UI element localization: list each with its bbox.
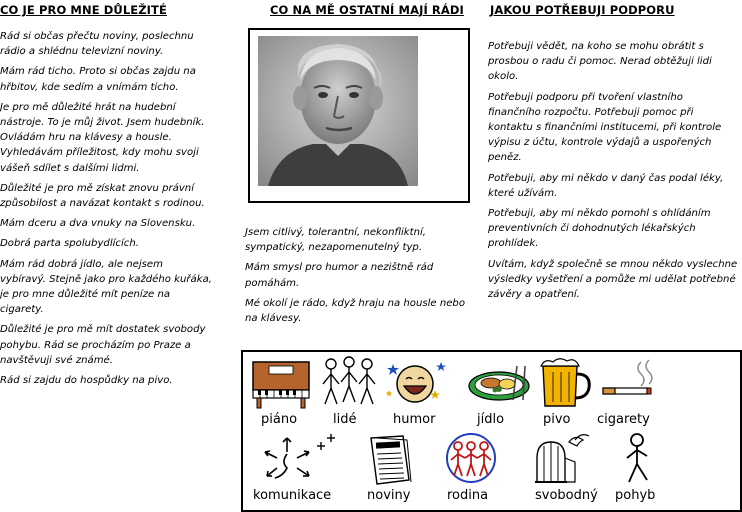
portrait-photo xyxy=(248,28,470,203)
piano-icon xyxy=(249,356,313,410)
symbol-movement xyxy=(607,432,671,510)
paragraph: Dobrá parta spolubydlících. xyxy=(0,238,139,250)
column-body xyxy=(245,225,469,331)
symbol-label: komunikace xyxy=(253,488,332,503)
symbol-label: humor xyxy=(393,412,436,427)
paragraph: Potřebuji vědět, na koho se mohu obrátit s prosbou o radu či pomoc. Nerad obtěžuji lidi okolo. xyxy=(488,41,712,83)
communication-icon xyxy=(249,432,339,488)
paragraph: Je pro mě důležité hrát na hudební nástroje. To je můj život. Jsem hudebník. Ovládám hru na klávesy a housle. Vyhledávám příležitost, kdy mohu svoji vášeň sdílet s dalšími lidmi. xyxy=(0,101,205,174)
column-heading: CO JE PRO MNE DŮLEŽITÉ xyxy=(0,3,167,17)
symbol-label: noviny xyxy=(367,488,411,503)
paragraph: Mé okolí je rádo, když hraju na housle nebo na klávesy. xyxy=(245,297,466,325)
column-body xyxy=(488,39,738,307)
column-heading: JAKOU POTŘEBUJI PODPORU xyxy=(490,3,675,17)
symbol-label: lidé xyxy=(333,412,357,427)
paragraph: Jsem citlivý, tolerantní, nekonfliktní, sympatický, nezapomenutelný typ. xyxy=(245,227,427,254)
symbol-label: pohyb xyxy=(615,488,656,503)
symbol-free xyxy=(529,432,603,510)
paragraph: Uvítám, když společně se mnou někdo vyslechne výsledky vyšetření a pomůže mi udělat potřebné závěry a opatření. xyxy=(488,258,738,301)
paragraph: Důležité je pro mě získat znovu právní způsobilost a navázat kontakt s rodinou. xyxy=(0,182,205,210)
column-heading: CO NA MĚ OSTATNÍ MAJÍ RÁDI xyxy=(270,3,464,17)
walking-person-icon xyxy=(607,432,667,488)
paragraph: Mám rád dobrá jídlo, ale nejsem vybíravý. Stejně jako pro každého kuřáka, je pro mne důležité mít peníze na cigarety. xyxy=(0,258,212,316)
family-icon xyxy=(441,432,501,488)
paragraph: Potřebuji, aby mi někdo v daný čas podal léky, které užívám. xyxy=(488,172,724,199)
symbol-newspaper xyxy=(363,432,433,510)
symbol-humor xyxy=(383,356,463,430)
symbol-people xyxy=(319,356,383,430)
paragraph: Mám rád ticho. Proto si občas zajdu na hřbitov, kde sedím a vnímám ticho. xyxy=(0,66,196,93)
symbol-label: pivo xyxy=(543,412,571,427)
paragraph: Mám dceru a dva vnuky na Slovensku. xyxy=(0,218,196,230)
symbol-label: jídlo xyxy=(477,412,505,427)
symbol-grid xyxy=(241,350,742,512)
paragraph: Potřebuji, aby mi někdo pomohl s ohlídáním preventivních či dohodnutých lékařských prohlídek. xyxy=(488,208,711,250)
cigarette-icon xyxy=(595,356,665,410)
symbol-piano xyxy=(249,356,319,430)
food-plate-icon xyxy=(465,356,535,410)
open-birdcage-icon xyxy=(529,432,593,488)
newspaper-icon xyxy=(363,432,423,488)
paragraph: Důležité je pro mě mít dostatek svobody pohybu. Rád se procházím po Praze a navštěvuji své známé. xyxy=(0,324,206,366)
beer-mug-icon xyxy=(533,356,593,410)
paragraph: Mám smysl pro humor a nezištně rád pomáhám. xyxy=(245,262,434,289)
column-body xyxy=(0,29,212,393)
symbol-food xyxy=(465,356,535,430)
symbol-label: cigarety xyxy=(597,412,650,427)
symbol-label: svobodný xyxy=(535,488,598,503)
symbol-label: rodina xyxy=(447,488,489,503)
symbol-family xyxy=(441,432,511,510)
portrait-image xyxy=(258,36,418,186)
symbol-beer xyxy=(533,356,597,430)
paragraph: Rád si zajdu do hospůdky na pivo. xyxy=(0,375,173,387)
symbol-communication xyxy=(249,432,343,510)
laughing-face-icon xyxy=(383,356,453,410)
people-icon xyxy=(319,356,379,410)
paragraph: Rád si občas přečtu noviny, poslechnu rádio a shlédnu televizní noviny. xyxy=(0,31,194,58)
symbol-label: piáno xyxy=(261,412,298,427)
paragraph: Potřebuji podporu při tvoření vlastního finančního rozpočtu. Potřebuji pomoc při kontaktu s finančními institucemi, při kontrole výpisu z účtu, kontrole výdajů a uspořených peněz. xyxy=(488,91,722,164)
symbol-cigarettes xyxy=(595,356,671,430)
